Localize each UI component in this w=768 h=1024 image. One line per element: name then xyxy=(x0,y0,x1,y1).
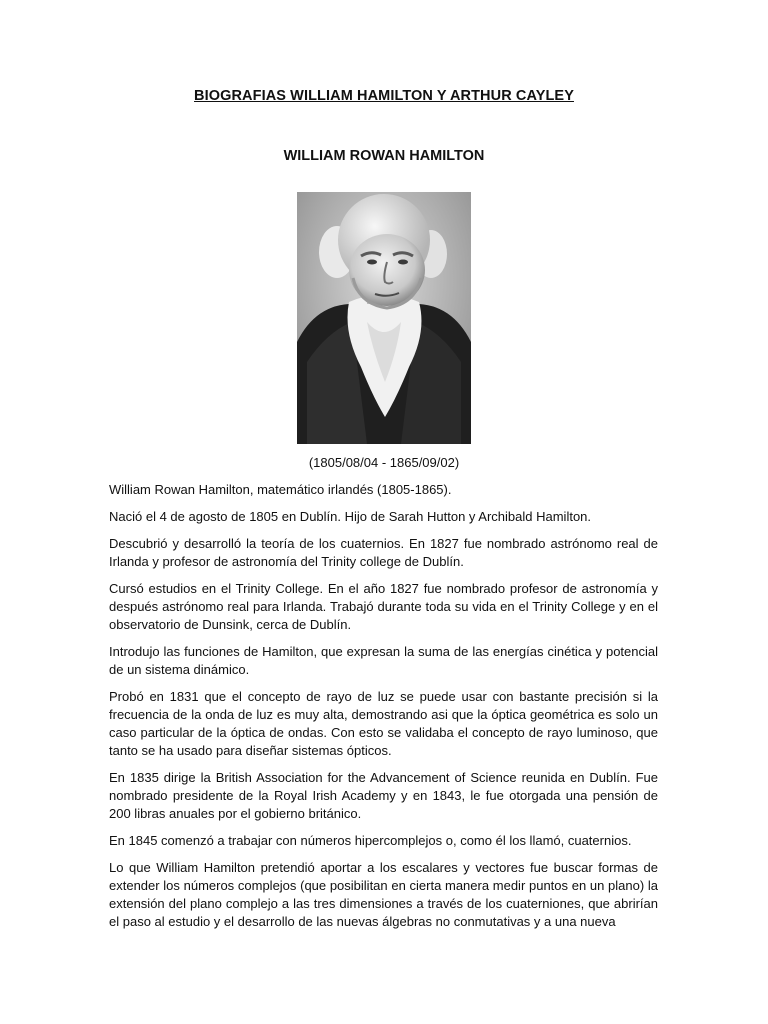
section-title: WILLIAM ROWAN HAMILTON xyxy=(283,148,485,164)
paragraph: Introdujo las funciones de Hamilton, que expresan la suma de las energías cinética y potencial de un sistema dinámico. xyxy=(109,644,658,677)
portrait-caption: (1805/08/04 - 1865/09/02) xyxy=(308,455,460,470)
paragraph: Cursó estudios en el Trinity College. En el año 1827 fue nombrado profesor de astronomía y después astrónomo real para Irlanda. Trabajó durante toda su vida en el Trinity College y en el observatorio de Dunsink, cerca de Dublín. xyxy=(109,581,658,632)
paragraph: En 1835 dirige la British Association for the Advancement of Science reunida en Dublín. Fue nombrado presidente de la Royal Irish Academy y en 1843, le fue otorgada una pensión de 200 libras anuales por el gobierno británico. xyxy=(109,770,658,821)
paragraph: Probó en 1831 que el concepto de rayo de luz se puede usar con bastante precisión si la frecuencia de la onda de luz es muy alta, demostrando asi que la óptica geométrica es solo un caso particular de la óptica de ondas. Con esto se validaba el concepto de rayo luminoso, que tanto se ha usado para diseñar sistemas ópticos. xyxy=(109,689,658,758)
biography-body xyxy=(109,481,658,940)
paragraph: Nació el 4 de agosto de 1805 en Dublín. Hijo de Sarah Hutton y Archibald Hamilton. xyxy=(109,509,592,524)
document-title: BIOGRAFIAS WILLIAM HAMILTON Y ARTHUR CAYLEY xyxy=(194,88,574,104)
paragraph: Descubrió y desarrolló la teoría de los cuaternios. En 1827 fue nombrado astrónomo real de Irlanda y profesor de astronomía del Trinity college de Dublín. xyxy=(109,536,658,569)
paragraph: En 1845 comenzó a trabajar con números hipercomplejos o, como él los llamó, cuaternios. xyxy=(109,833,632,848)
paragraph: William Rowan Hamilton, matemático irlandés (1805-1865). xyxy=(109,482,452,497)
paragraph: Lo que William Hamilton pretendió aportar a los escalares y vectores fue buscar formas de extender los números complejos (que posibilitan en cierta manera medir puntos en un plano) la extensión del plano complejo a las tres dimensiones a través de los cuaterniones, que abrirían el paso al estudio y el desarrollo de las nuevas álgebras no conmutativas y a una nueva xyxy=(109,860,658,929)
portrait-image xyxy=(297,192,471,444)
